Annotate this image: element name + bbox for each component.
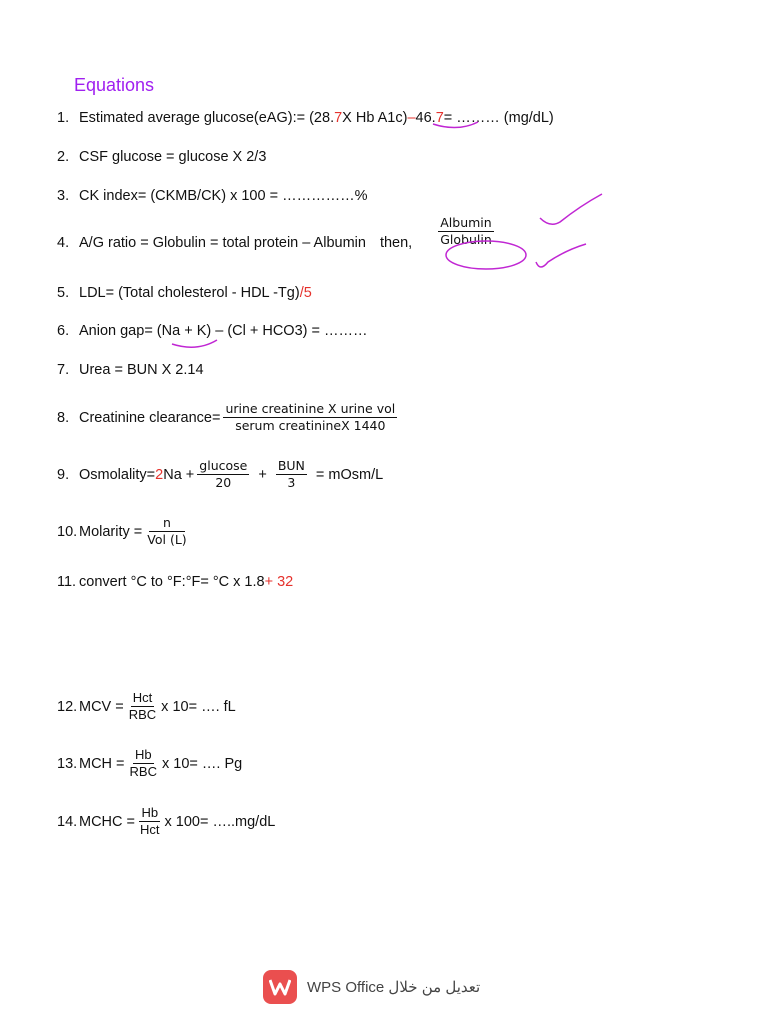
fraction-numerator: Hb	[134, 747, 152, 762]
item-number: 6.	[57, 323, 70, 339]
mcv-tail: x 10= …. fL	[161, 698, 236, 715]
footer-text: WPS Office تعديل من خلال	[307, 979, 481, 996]
eag-formula-c: 46.	[415, 110, 436, 126]
mch-label: MCH =	[79, 755, 125, 772]
creatinine-fraction	[223, 401, 397, 434]
fraction-numerator: Hct	[132, 690, 153, 705]
fraction-numerator: Hb	[141, 805, 159, 820]
page-title: Equations	[74, 75, 155, 95]
item-number: 3.	[57, 188, 70, 204]
ag-then: then,	[379, 235, 413, 251]
eag-formula-b: X Hb A1c)	[342, 110, 408, 126]
item-number: 8.	[57, 410, 70, 426]
mcv-label: MCV =	[79, 698, 124, 715]
ag-ratio-text: A/G ratio = Globulin = total protein – Albumin	[79, 235, 366, 251]
plus-sign: +	[258, 466, 267, 483]
eag-formula-d: = ……… (mg/dL)	[443, 110, 554, 126]
fraction-denominator: RBC	[129, 764, 157, 779]
fraction-numerator: Albumin	[440, 214, 492, 230]
item-number: 13.	[57, 756, 78, 772]
anion-gap-label: Anion gap	[79, 323, 145, 339]
item-number: 12.	[57, 699, 78, 715]
osmolality-red-2: 2	[155, 466, 164, 483]
glucose-fraction	[197, 458, 249, 491]
item-number: 1.	[57, 110, 70, 126]
mch-tail: x 10= …. Pg	[161, 755, 243, 772]
creatinine-clearance-label: Creatinine clearance=	[79, 409, 221, 426]
molarity-label: Molarity =	[79, 523, 143, 540]
ag-fraction	[438, 215, 494, 248]
bun-fraction	[276, 458, 307, 491]
ldl-label: LDL	[79, 285, 106, 301]
fraction-denominator: 20	[215, 475, 232, 490]
ldl-text: = (Total cholesterol - HDL -Tg)	[105, 285, 300, 301]
item-number: 4.	[57, 235, 70, 251]
mchc-fraction	[138, 805, 162, 838]
wps-logo-icon	[263, 970, 297, 1004]
wps-footer	[263, 970, 480, 1004]
urea-text: Urea = BUN X 2.14	[79, 362, 204, 378]
fraction-denominator: serum creatinineX 1440	[235, 418, 386, 433]
checkmark-annotation	[536, 244, 586, 267]
fraction-denominator: Vol (L)	[147, 532, 187, 547]
fraction-numerator: urine creatinine X urine vol	[225, 401, 396, 416]
fraction-denominator: Hct	[140, 822, 160, 837]
underline-annotation	[172, 340, 217, 347]
ldl-red-divisor: /5	[299, 285, 312, 301]
mch-fraction	[128, 747, 159, 780]
eag-red-7a: 7	[334, 110, 343, 126]
molarity-fraction	[145, 515, 188, 548]
eag-red-7b: 7	[435, 110, 444, 126]
fraction-denominator: 3	[287, 475, 296, 490]
mchc-label: MCHC =	[79, 813, 135, 830]
temp-convert-red: + 32	[264, 574, 294, 590]
item-number: 7.	[57, 362, 70, 378]
temp-convert-label: convert °C to °F:	[79, 574, 186, 590]
ck-index-text: = (CKMB/CK) x 100 = ……………%	[137, 188, 368, 204]
item-number: 14.	[57, 814, 78, 830]
mchc-tail: x 100= …..mg/dL	[164, 813, 276, 830]
fraction-denominator: RBC	[128, 707, 157, 722]
item-number: 2.	[57, 149, 70, 165]
temp-convert-text: °F= °C x 1.8	[185, 574, 265, 590]
item-number: 9.	[57, 467, 70, 483]
fraction-numerator: glucose	[199, 458, 248, 473]
checkmark-annotation	[540, 194, 602, 224]
osmolality-label: Osmolality=	[79, 466, 156, 483]
csf-glucose-text: CSF glucose = glucose X 2/3	[79, 149, 267, 165]
item-number: 11.	[57, 574, 77, 590]
ck-index-label: CK index	[79, 188, 138, 204]
fraction-denominator: Globulin	[440, 231, 492, 247]
anion-gap-text: = (Na + K) – (Cl + HCO3) = ………	[144, 323, 368, 339]
eag-red-minus: –	[407, 110, 416, 126]
mcv-fraction	[127, 690, 158, 723]
osmolality-na: Na +	[163, 466, 195, 483]
item-number: 5.	[57, 285, 70, 301]
eag-formula-a: = (28.	[296, 110, 335, 126]
eag-label: Estimated average glucose(eAG):	[79, 110, 297, 126]
item-number: 10.	[57, 524, 78, 540]
fraction-numerator: n	[149, 515, 185, 532]
fraction-numerator: BUN	[277, 458, 305, 473]
osmolality-unit: = mOsm/L	[315, 466, 384, 483]
